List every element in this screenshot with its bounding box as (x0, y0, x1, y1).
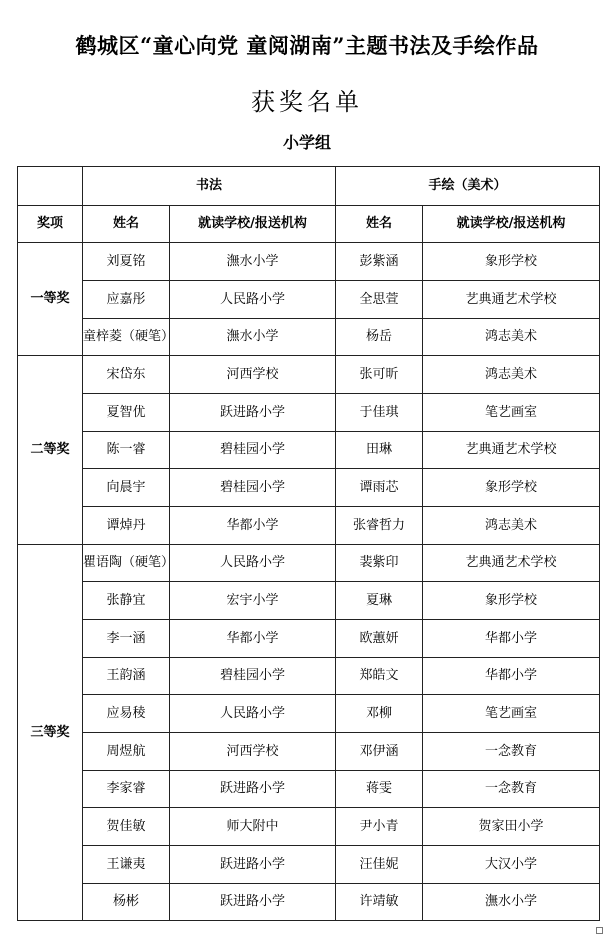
calligraphy-name-cell: 李一涵 (83, 620, 170, 658)
table-row (18, 243, 600, 281)
calligraphy-name-cell: 瞿语陶（硬笔） (83, 545, 170, 582)
calligraphy-school-cell: 跃进路小学 (170, 394, 336, 432)
drawing-name-cell: 彭紫涵 (336, 243, 423, 281)
calligraphy-school-cell: 人民路小学 (170, 545, 336, 582)
calligraphy-school-cell: 人民路小学 (170, 695, 336, 733)
drawing-name-cell: 郑皓文 (336, 658, 423, 695)
drawing-name-cell: 田琳 (336, 432, 423, 469)
awards-table-body (18, 243, 600, 921)
drawing-school-cell: 一念教育 (423, 733, 600, 771)
calligraphy-name-cell: 王韵涵 (83, 658, 170, 695)
drawing-school-cell: 华都小学 (423, 620, 600, 658)
awards-table (17, 166, 600, 921)
group-header-row (18, 167, 600, 206)
calligraphy-school-cell: 潕水小学 (170, 243, 336, 281)
calligraphy-school-cell: 跃进路小学 (170, 884, 336, 921)
table-row (18, 733, 600, 771)
drawing-name-cell: 夏琳 (336, 582, 423, 620)
calligraphy-name-cell: 王谦夷 (83, 846, 170, 884)
drawing-school-cell: 一念教育 (423, 771, 600, 808)
drawing-name-cell: 裴紫印 (336, 545, 423, 582)
calligraphy-name-cell: 李家睿 (83, 771, 170, 808)
calligraphy-name-cell: 宋岱东 (83, 356, 170, 394)
calligraphy-name-cell: 张静宜 (83, 582, 170, 620)
calligraphy-name-cell: 童梓菱（硬笔） (83, 319, 170, 356)
table-row (18, 432, 600, 469)
drawing-school-cell: 象形学校 (423, 469, 600, 507)
calligraphy-school-cell: 碧桂园小学 (170, 469, 336, 507)
calligraphy-school-cell: 跃进路小学 (170, 846, 336, 884)
award-level-cell: 二等奖 (18, 356, 83, 545)
calligraphy-name-cell: 杨彬 (83, 884, 170, 921)
drawing-school-cell: 象形学校 (423, 582, 600, 620)
calligraphy-name-cell: 应嘉彤 (83, 281, 170, 319)
drawing-school-header: 就读学校/报送机构 (423, 206, 600, 243)
calligraphy-name-cell: 陈一睿 (83, 432, 170, 469)
calligraphy-name-cell: 周煜航 (83, 733, 170, 771)
calligraphy-name-cell: 谭焯丹 (83, 507, 170, 545)
drawing-school-cell: 贺家田小学 (423, 808, 600, 846)
drawing-name-cell: 许靖敏 (336, 884, 423, 921)
table-row (18, 281, 600, 319)
drawing-name-cell: 汪佳妮 (336, 846, 423, 884)
drawing-school-cell: 艺典通艺术学校 (423, 281, 600, 319)
table-row (18, 582, 600, 620)
table-row (18, 545, 600, 582)
drawing-school-cell: 潕水小学 (423, 884, 600, 921)
column-header-row (18, 206, 600, 243)
calligraphy-name-cell: 贺佳敏 (83, 808, 170, 846)
table-row (18, 507, 600, 545)
calligraphy-school-cell: 华都小学 (170, 620, 336, 658)
drawing-name-cell: 张睿哲力 (336, 507, 423, 545)
drawing-name-cell: 邓伊涵 (336, 733, 423, 771)
calligraphy-school-cell: 人民路小学 (170, 281, 336, 319)
drawing-school-cell: 大汉小学 (423, 846, 600, 884)
drawing-school-cell: 笔艺画室 (423, 394, 600, 432)
calligraphy-school-cell: 师大附中 (170, 808, 336, 846)
drawing-name-cell: 全思萱 (336, 281, 423, 319)
calligraphy-school-header: 就读学校/报送机构 (170, 206, 336, 243)
empty-corner-cell (18, 167, 83, 206)
calligraphy-school-cell: 河西学校 (170, 356, 336, 394)
calligraphy-school-cell: 跃进路小学 (170, 771, 336, 808)
drawing-name-cell: 蒋雯 (336, 771, 423, 808)
table-resize-handle[interactable] (596, 927, 603, 934)
calligraphy-school-cell: 潕水小学 (170, 319, 336, 356)
drawing-name-cell: 谭雨芯 (336, 469, 423, 507)
table-row (18, 695, 600, 733)
document-subtitle: 获奖名单 (251, 88, 363, 116)
table-row (18, 319, 600, 356)
calligraphy-name-cell: 夏智优 (83, 394, 170, 432)
drawing-name-cell: 欧蕙妍 (336, 620, 423, 658)
table-row (18, 620, 600, 658)
drawing-name-cell: 尹小青 (336, 808, 423, 846)
calligraphy-name-cell: 向晨宇 (83, 469, 170, 507)
drawing-school-cell: 鸿志美术 (423, 356, 600, 394)
table-row (18, 356, 600, 394)
award-level-cell: 三等奖 (18, 545, 83, 921)
drawing-name-header: 姓名 (336, 206, 423, 243)
drawing-name-cell: 于佳琪 (336, 394, 423, 432)
group-label: 小学组 (282, 133, 331, 152)
table-row (18, 394, 600, 432)
calligraphy-school-cell: 华都小学 (170, 507, 336, 545)
drawing-school-cell: 鸿志美术 (423, 319, 600, 356)
drawing-school-cell: 华都小学 (423, 658, 600, 695)
calligraphy-school-cell: 碧桂园小学 (170, 658, 336, 695)
drawing-name-cell: 张可昕 (336, 356, 423, 394)
award-level-cell: 一等奖 (18, 243, 83, 356)
document-title: 鹤城区“童心向党 童阅湖南”主题书法及手绘作品 (75, 33, 539, 58)
table-row (18, 469, 600, 507)
drawing-school-cell: 艺典通艺术学校 (423, 432, 600, 469)
table-row (18, 658, 600, 695)
table-row (18, 771, 600, 808)
calligraphy-group-header: 书法 (83, 167, 336, 206)
calligraphy-school-cell: 宏宇小学 (170, 582, 336, 620)
award-column-header: 奖项 (18, 206, 83, 243)
drawing-group-header: 手绘（美术） (336, 167, 600, 206)
calligraphy-school-cell: 碧桂园小学 (170, 432, 336, 469)
drawing-school-cell: 鸿志美术 (423, 507, 600, 545)
drawing-school-cell: 象形学校 (423, 243, 600, 281)
drawing-name-cell: 邓柳 (336, 695, 423, 733)
table-row (18, 846, 600, 884)
drawing-school-cell: 笔艺画室 (423, 695, 600, 733)
calligraphy-name-cell: 应易稜 (83, 695, 170, 733)
drawing-name-cell: 杨岳 (336, 319, 423, 356)
drawing-school-cell: 艺典通艺术学校 (423, 545, 600, 582)
table-row (18, 884, 600, 921)
calligraphy-school-cell: 河西学校 (170, 733, 336, 771)
calligraphy-name-cell: 刘夏铭 (83, 243, 170, 281)
calligraphy-name-header: 姓名 (83, 206, 170, 243)
table-row (18, 808, 600, 846)
